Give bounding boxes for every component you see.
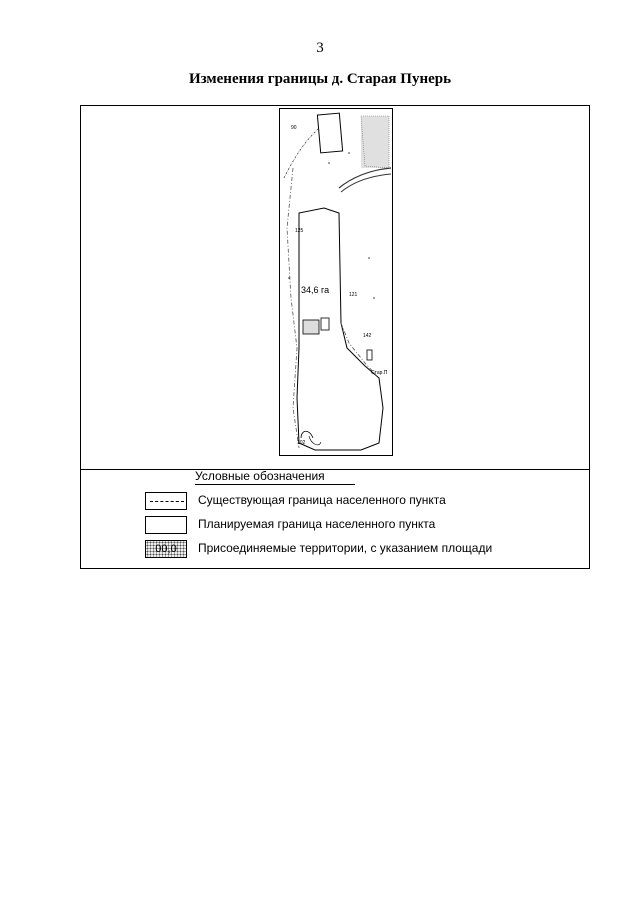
place-label: Стар.П [371, 370, 388, 376]
area-label: 34,6 га [301, 285, 330, 295]
legend-item-existing-boundary [145, 491, 585, 511]
legend-item-planned-boundary [145, 515, 585, 535]
legend-title: Условные обозначения [195, 469, 355, 485]
dash-dot-line-swatch [145, 492, 187, 510]
parcel-number: 90 [291, 125, 297, 131]
document-title: Изменения границы д. Старая Пунерь [188, 71, 452, 87]
parcel-number: 142 [363, 333, 372, 339]
map-frame [80, 105, 590, 569]
legend-label: Планируемая граница населенного пункта [198, 517, 436, 531]
legend [81, 469, 589, 568]
solid-outline-swatch [145, 516, 187, 534]
legend-label: Существующая граница населенного пункта [198, 493, 446, 507]
page-number: 3 [316, 40, 324, 56]
parcel-number: 102 [297, 440, 306, 446]
dotted-fill-swatch [145, 540, 187, 558]
legend-label: Присоединяемые территории, с указанием площади [198, 541, 493, 555]
swatch-text: 00,0 [155, 543, 177, 555]
map-area [81, 106, 589, 470]
parcel-number: 125 [295, 228, 304, 234]
boundary-map [279, 108, 393, 456]
parcel-number: 121 [349, 292, 358, 298]
legend-item-added-territories [145, 539, 585, 559]
